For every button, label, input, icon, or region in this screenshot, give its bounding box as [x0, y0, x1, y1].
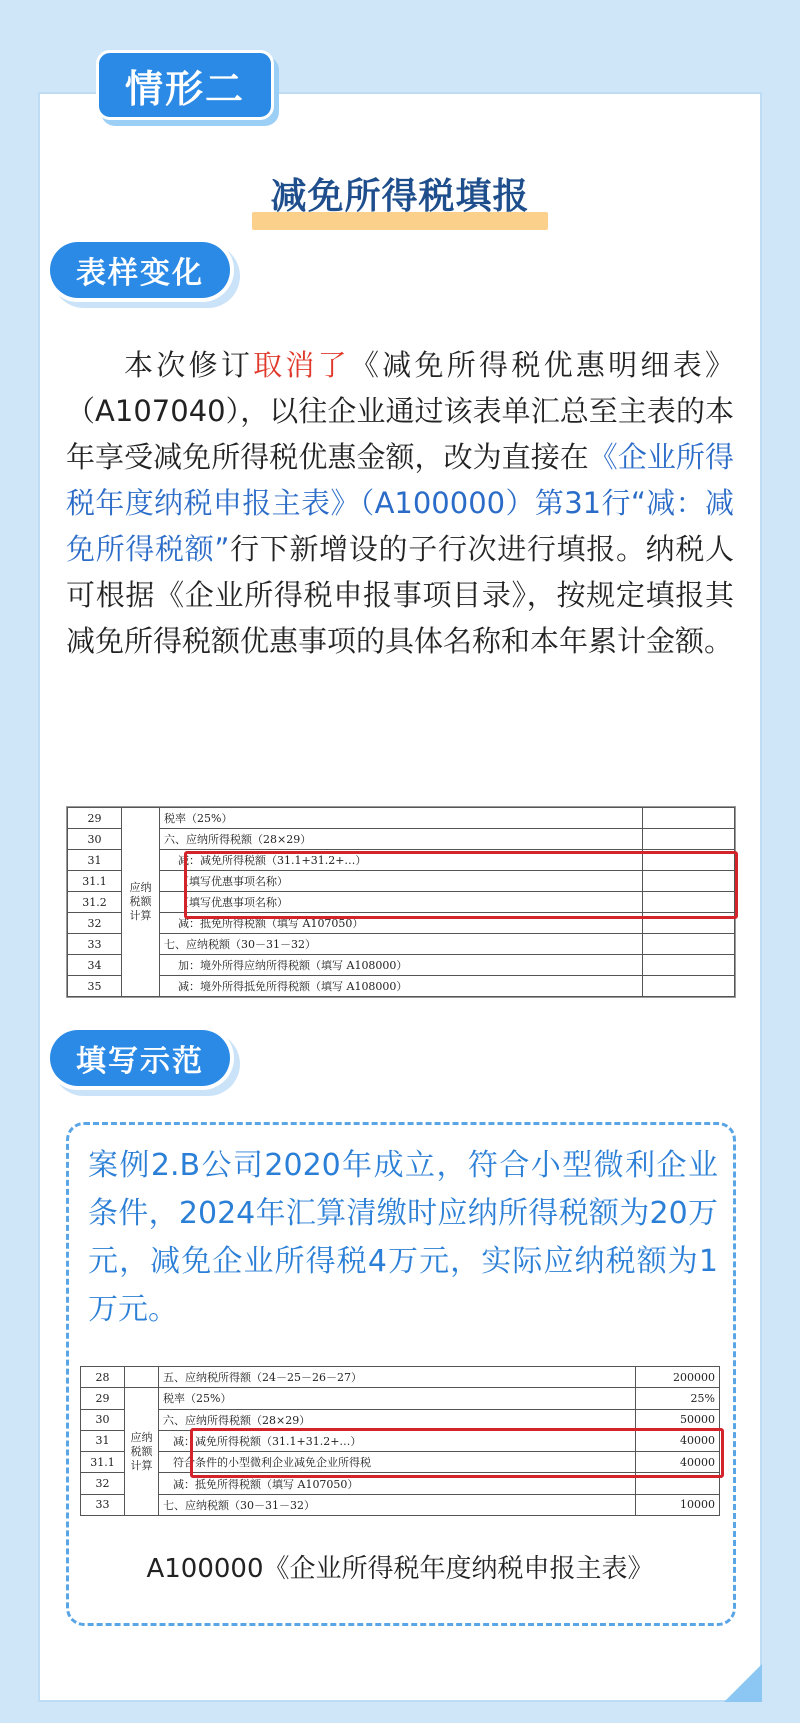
para-text-c: 行下新增设的子行次进行填报。纳税人可根据《企业所得税申报事项目录》，按规定填报其减免所得税额优惠事项的具体名称和本年累计金额。	[66, 532, 734, 658]
para-text-b: 《减免所得税优惠明细表》（A107040），以往企业通过该表单汇总至主表的本年享受减免所得税优惠金额，改为直接在	[66, 348, 734, 474]
table-row: 31.2 （填写优惠事项名称）	[68, 892, 735, 913]
table-row: 31.1 符合条件的小型微利企业减免企业所得税 40000	[81, 1452, 720, 1473]
table-row: 33 七、应纳税额（30－31－32）	[68, 934, 735, 955]
table-row: 35 减：境外所得抵免所得税额（填写 A108000）	[68, 976, 735, 997]
para-text-a: 本次修订	[124, 348, 254, 382]
table-row: 32 减：抵免所得税额（填写 A107050）	[81, 1473, 720, 1494]
table-row: 31 减：减免所得税额（31.1+31.2+…） 40000	[81, 1430, 720, 1451]
table-group-label: 应纳税额计算	[125, 1388, 159, 1516]
scenario-tag: 情形二	[96, 50, 274, 120]
table-row: 32 减：抵免所得税额（填写 A107050）	[68, 913, 735, 934]
table-row: 33 七、应纳税额（30－31－32） 10000	[81, 1494, 720, 1515]
case-text: 案例2.B公司2020年成立，符合小型微利企业条件，2024年汇算清缴时应纳所得税额为20万元，减免企业所得税4万元，实际应纳税额为1万元。	[88, 1148, 718, 1327]
page-title: 减免所得税填报	[270, 176, 530, 217]
para-highlight-main-form: 《企业所得税年度纳税申报主表》（A100000）第31行“减：减免所得税额”	[66, 440, 734, 566]
table-row: 30 六、应纳所得税额（28×29） 50000	[81, 1409, 720, 1430]
table-group-label: 应纳税额计算	[122, 808, 160, 997]
highlight-box-filled-rows	[190, 1428, 724, 1478]
table-row: 29 应纳税额计算 税率（25%）	[68, 808, 735, 829]
table-row: 31.1 （填写优惠事项名称）	[68, 871, 735, 892]
table-row: 29 应纳税额计算 税率（25%） 25%	[81, 1388, 720, 1409]
section-pill-form-change: 表样变化	[50, 242, 230, 298]
card-corner-fold	[724, 1664, 762, 1702]
para-highlight-removed: 取消了	[253, 348, 350, 382]
intro-paragraph	[66, 342, 734, 664]
section-pill-example: 填写示范	[50, 1030, 230, 1086]
table-row: 30 六、应纳所得税额（28×29）	[68, 829, 735, 850]
form-caption: A100000《企业所得税年度纳税申报主表》	[146, 1554, 654, 1584]
table-row: 28 五、应纳税所得额（24－25－26－27） 200000	[81, 1367, 720, 1388]
table-row: 34 加：境外所得应纳所得税额（填写 A108000）	[68, 955, 735, 976]
highlight-box-new-rows	[184, 851, 738, 919]
table-row: 31 减：减免所得税额（31.1+31.2+…）	[68, 850, 735, 871]
